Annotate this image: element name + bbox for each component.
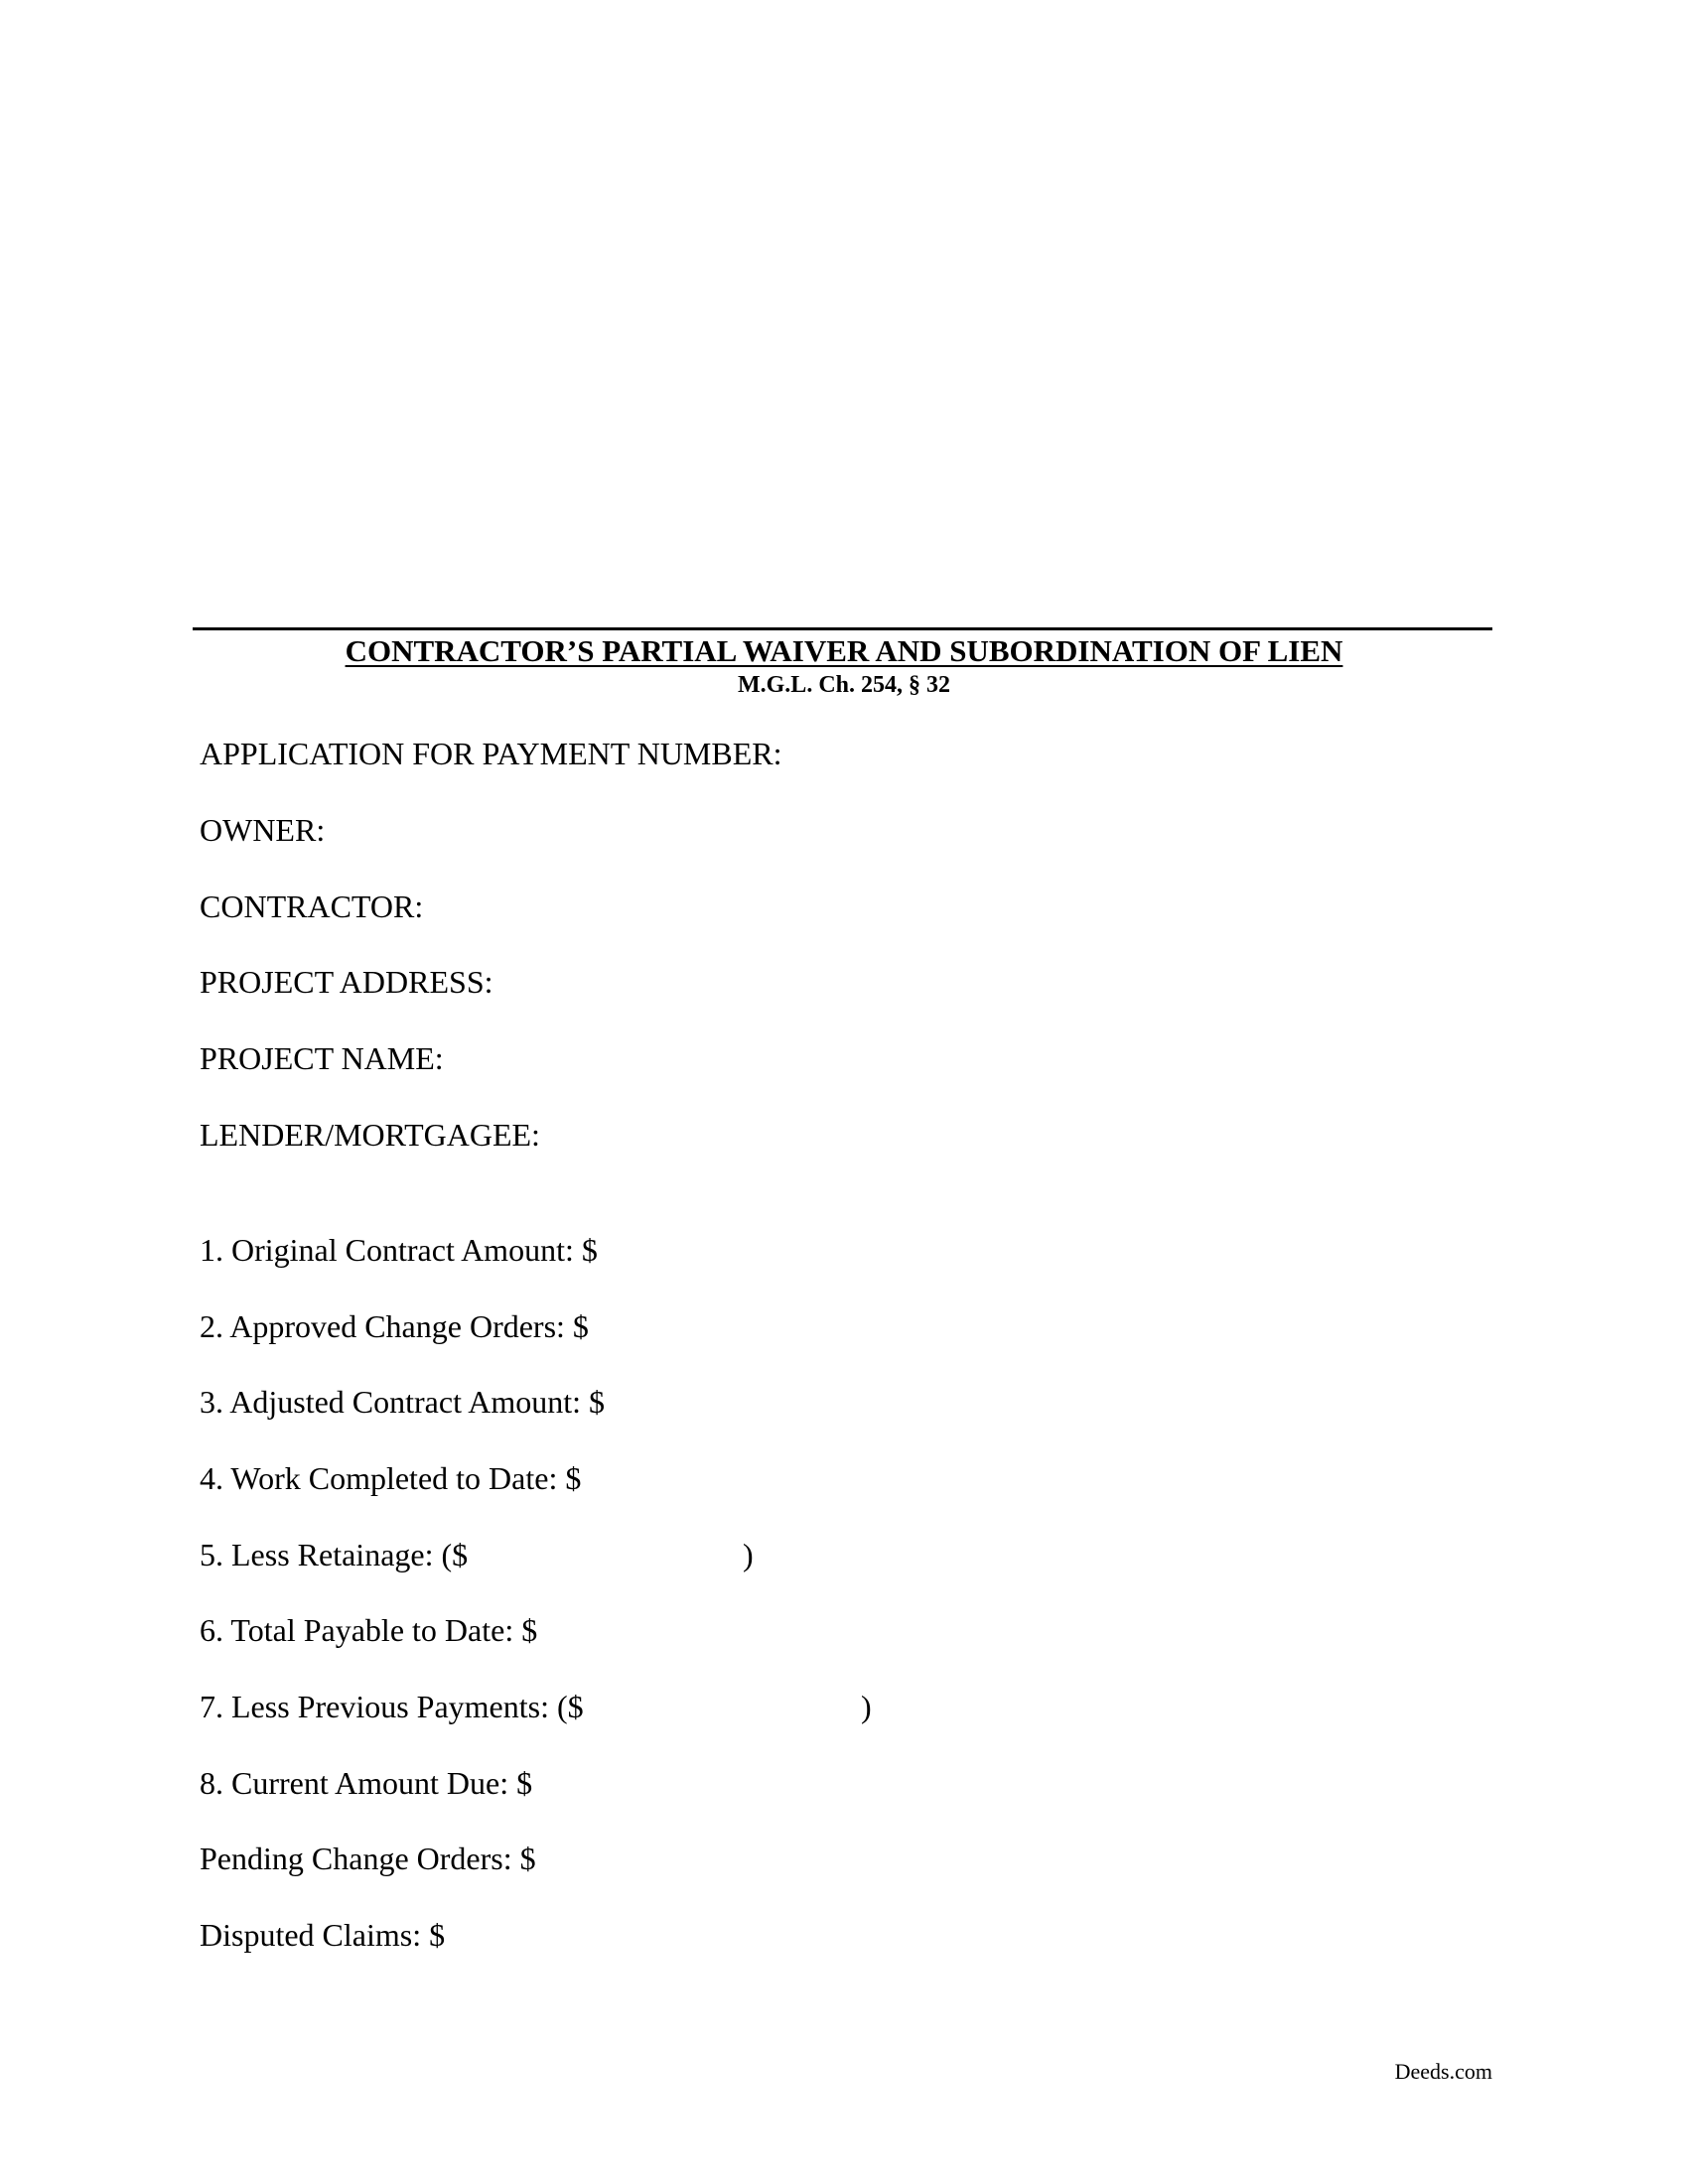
footer-brand: Deeds.com (1394, 2059, 1492, 2084)
project-address-label: PROJECT ADDRESS: (200, 964, 493, 1000)
disputed-claims-label: Disputed Claims: $ (200, 1917, 446, 1953)
current-amount-due-label: 8. Current Amount Due: $ (200, 1765, 533, 1801)
total-payable-label: 6. Total Payable to Date: $ (200, 1612, 538, 1648)
less-previous-payments-label: 7. Less Previous Payments: ($ (200, 1689, 584, 1724)
adjusted-contract-amount-label: 3. Adjusted Contract Amount: $ (200, 1384, 605, 1420)
title-rule (193, 627, 1492, 630)
approved-change-orders-label: 2. Approved Change Orders: $ (200, 1308, 589, 1344)
original-contract-amount-label: 1. Original Contract Amount: $ (200, 1232, 598, 1268)
statute-citation: M.G.L. Ch. 254, § 32 (737, 672, 950, 698)
contractor-label: CONTRACTOR: (200, 888, 424, 924)
less-retainage-label: 5. Less Retainage: ($ (200, 1537, 469, 1572)
owner-label: OWNER: (200, 812, 326, 848)
document-title (0, 633, 1688, 669)
application-number-label: APPLICATION FOR PAYMENT NUMBER: (200, 736, 782, 771)
document-title-text: CONTRACTOR’S PARTIAL WAIVER AND SUBORDINATION OF LIEN (345, 633, 1343, 668)
lender-mortgagee-label: LENDER/MORTGAGEE: (200, 1117, 540, 1153)
project-name-label: PROJECT NAME: (200, 1040, 444, 1076)
pending-change-orders-label: Pending Change Orders: $ (200, 1841, 536, 1876)
less-retainage-close-paren: ) (743, 1537, 754, 1572)
less-previous-payments-close-paren: ) (861, 1689, 872, 1724)
work-completed-label: 4. Work Completed to Date: $ (200, 1460, 582, 1496)
